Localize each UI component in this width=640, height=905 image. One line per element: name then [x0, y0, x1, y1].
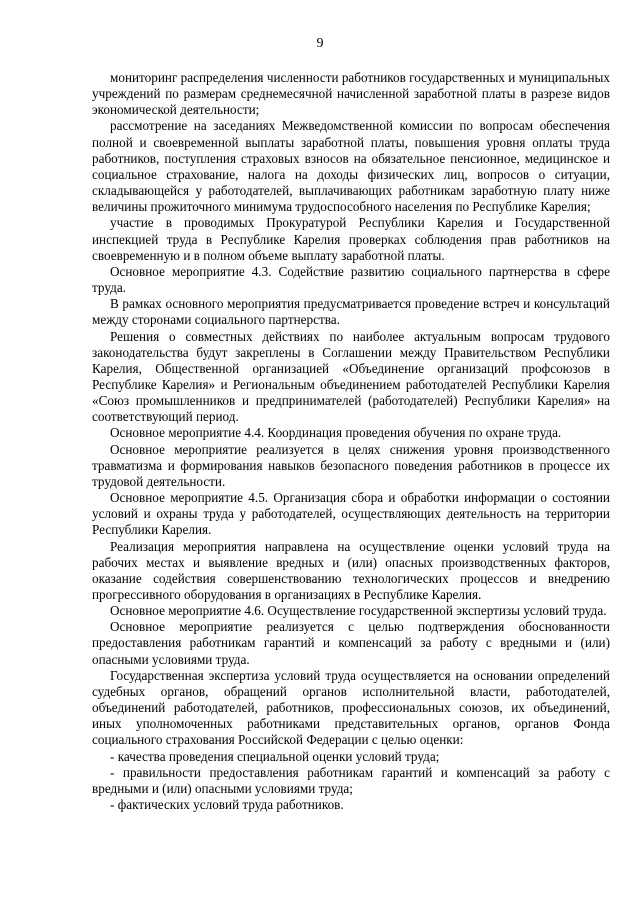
document-body: [92, 70, 610, 813]
paragraph: Реализация мероприятия направлена на осуществление оценки условий труда на рабочих местах и выявление вредных и (или) опасных производственных факторов, оказание содействия совершенствованию технологических процессов и внедрению прогрессивного оборудования в организациях в Республике Карелия.: [92, 538, 610, 602]
paragraph: Основное мероприятие 4.3. Содействие развитию социального партнерства в сфере труда.: [92, 263, 610, 296]
paragraph: В рамках основного мероприятия предусматривается проведение встреч и консультаций между сторонами социального партнерства.: [92, 296, 610, 328]
paragraph: мониторинг распределения численности работников государственных и муниципальных учреждений по размерам среднемесячной начисленной заработной платы в разрезе видов экономической деятельности;: [92, 70, 610, 118]
paragraph: участие в проводимых Прокуратурой Республики Карелия и Государственной инспекцией труда в Республике Карелия проверках соблюдения прав работников на своевременную и в полном объеме выплату заработной платы.: [92, 215, 610, 263]
paragraph: Основное мероприятие 4.5. Организация сбора и обработки информации о состоянии условий и охраны труда у работодателей, осуществляющих деятельность на территории Республики Карелия.: [92, 490, 610, 538]
paragraph: Государственная экспертиза условий труда осуществляется на основании определений судебных органов, обращений органов исполнительной власти, работодателей, объединений работодателей, работников, профессиональных союзов, их объединений, иных уполномоченных работниками представительных органов, органов Фонда социального страхования Российской Федерации с целью оценки:: [92, 667, 610, 748]
paragraph: Решения о совместных действиях по наиболее актуальным вопросам трудового законодательства будут закреплены в Соглашении между Правительством Республики Карелия, Общественной организацией «Объединение организаций профсоюзов в Республике Карелия» и Региональным объединением работодателей Республики Карелия «Союз промышленников и предпринимателей (работодателей) Республики Карелия» на соответствующий период.: [92, 328, 610, 425]
list-item: - фактических условий труда работников.: [110, 797, 344, 813]
page-number: 9: [316, 36, 324, 51]
paragraph: Основное мероприятие 4.4. Координация проведения обучения по охране труда.: [110, 425, 562, 441]
paragraph: Основное мероприятие реализуется в целях снижения уровня производственного травматизма и формирования навыков безопасного поведения работников в процессе их трудовой деятельности.: [92, 441, 610, 489]
list-item: - качества проведения специальной оценки условий труда;: [110, 748, 440, 764]
paragraph: рассмотрение на заседаниях Межведомственной комиссии по вопросам обеспечения полной и своевременной выплаты заработной платы, повышения уровня оплаты труда работников, поступления страховых взносов на обязательное пенсионное, медицинское и социальное страхование, налога на доходы физических лиц, вопросов о ситуации, складывающейся у работодателей, выплачивающих работникам заработную плату ниже величины прожиточного минимума трудоспособного населения по Республике Карелия;: [92, 118, 610, 215]
list-item: - правильности предоставления работникам гарантий и компенсаций за работу с вредными и (или) опасными условиями труда;: [92, 764, 610, 796]
paragraph: Основное мероприятие 4.6. Осуществление государственной экспертизы условий труда.: [110, 603, 607, 619]
paragraph: Основное мероприятие реализуется с целью подтверждения обоснованности предоставления работникам гарантий и компенсаций за работу с вредными и (или) опасными условиями труда.: [92, 619, 610, 667]
